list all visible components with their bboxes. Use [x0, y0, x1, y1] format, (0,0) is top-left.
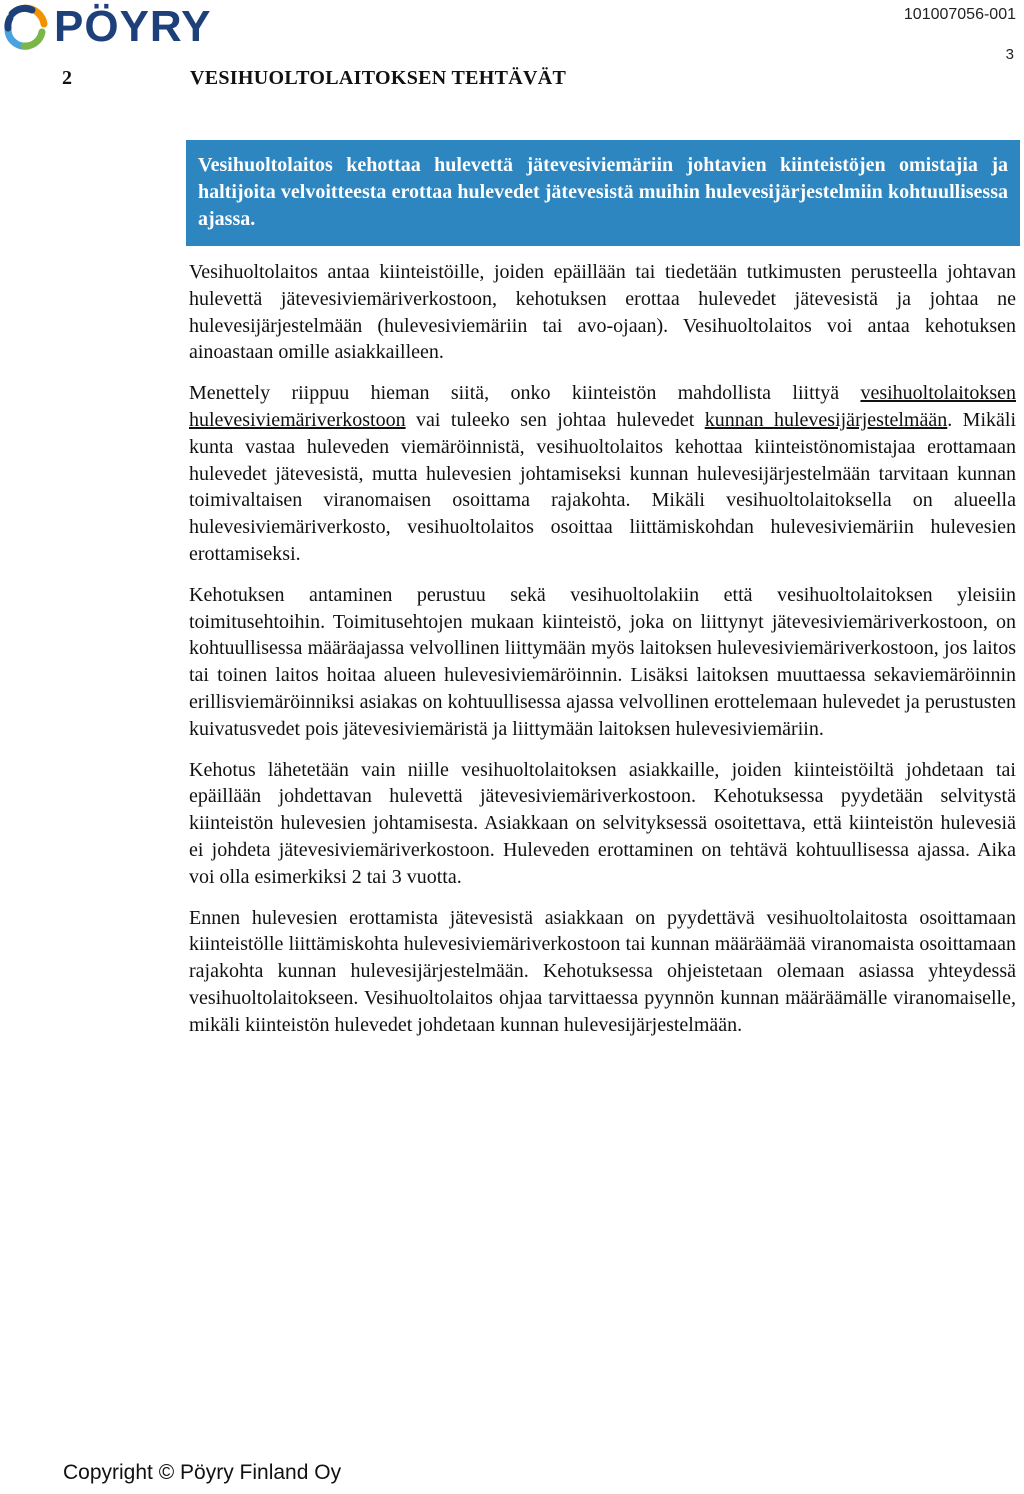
link-vesihuoltolaitoksen-hulevesiviemariverkosto[interactable]: vesihuoltolaitoksen hulevesiviemäriverkostoon	[189, 382, 1016, 431]
paragraph-5: Ennen hulevesien erottamista jätevesistä asiakkaan on pyydettävä vesihuoltolaitosta osoittamaan kiinteistölle liittämiskohta hulevesiviemäriverkostoon tai kunnan määräämää viranomaista osoittamaan rajakohta kunnan hulevesijärjestelmään. Kehotuksessa ohjeistetaan olemaan asiassa yhteydessä vesihuoltolaitokseen. Vesihuoltolaitos ohjaa tarvittaessa pyynnön kunnan määräämälle viranomaiselle, mikäli kiinteistön hulevedet johdetaan kunnan hulevesijärjestelmään.	[189, 906, 1016, 1036]
paragraph-1: Vesihuoltolaitos antaa kiinteistöille, joiden epäillään tai tiedetään tutkimusten perusteella johtavan hulevettä jätevesiviemäriverkostoon, kehotuksen erottaa hulevedet jätevesistä ja johtaa ne hulevesijärjestelmään (hulevesiviemäriin tai avo-ojaan). Vesihuoltolaitos voi antaa kehotuksen ainoastaan omille asiakkailleen.	[189, 261, 1016, 364]
section-number: 2	[62, 67, 72, 89]
paragraph-2-text-b: vai tuleeko sen johtaa hulevedet	[405, 408, 705, 431]
document-body	[189, 259, 1016, 1053]
link-kunnan-hulevesijarjestelma[interactable]: kunnan hulevesijärjestelmään	[704, 408, 948, 431]
highlight-box	[186, 140, 1020, 246]
company-logo	[2, 2, 262, 52]
paragraph-3: Kehotuksen antaminen perustuu sekä vesihuoltolakiin että vesihuoltolaitoksen yleisiin toimitusehtoihin. Toimitusehtojen mukaan kiinteistö, joka on liittynyt jätevesiviemäriverkostoon, on kohtuullisessa määräajassa velvollinen liittymään myös laitoksen hulevesiviemäriverkostoon, jos laitos tai toinen laitos hoitaa alueen hulevesiviemäröinnin. Lisäksi laitoksen muuttaessa sekaviemäröinnin erillisviemäröinniksi asiakas on kohtuullisessa ajassa velvollinen erottelemaan hulevedet ja perustusten kuivatusvedet pois jätevesiviemäristä ja liittymään laitoksen hulevesiviemäriin.	[189, 583, 1016, 740]
section-title: VESIHUOLTOLAITOKSEN TEHTÄVÄT	[190, 67, 567, 89]
paragraph-2-text-a: Menettely riippuu hieman siitä, onko kiinteistön mahdollista liittyä	[189, 382, 861, 405]
footer-copyright: Copyright © Pöyry Finland Oy	[63, 1461, 342, 1484]
logo-wordmark: PÖYRY	[54, 2, 212, 51]
document-id: 101007056-001	[903, 6, 1016, 23]
highlight-text: Vesihuoltolaitos kehottaa hulevettä jätevesiviemäriin johtavien kiinteistöjen omistajia ja haltijoita velvoitteesta erottaa hulevedet jätevesistä muihin hulevesijärjestelmiin kohtuullisessa ajassa.	[198, 154, 1008, 230]
paragraph-2	[189, 380, 1016, 568]
page-number: 3	[1005, 46, 1014, 63]
paragraph-4: Kehotus lähetetään vain niille vesihuoltolaitoksen asiakkaille, joiden kiinteistöiltä johdetaan tai epäillään johdettavan hulevettä jätevesiviemäriverkostoon. Kehotuksessa pyydetään selvitystä kiinteistön hulevesien johtamisesta. Asiakkaan on selvityksessä osoitettava, että kiinteistön hulevesiä ei johdeta jätevesiviemäriverkostoon. Huleveden erottaminen on tehtävä kohtuullisessa ajassa. Aika voi olla esimerkiksi 2 tai 3 vuotta.	[189, 758, 1016, 888]
poyry-swirl-icon	[2, 4, 48, 50]
paragraph-2-text-c: . Mikäli kunta vastaa huleveden viemäröinnistä, vesihuoltolaitos kehottaa kiinteistönomistajaa erottamaan hulevedet jätevesistä, mutta hulevesien johtamiseksi kunnan hulevesijärjestelmään tarvitaan kunnan toimivaltaisen viranomaisen osoittama rajakohta. Mikäli vesihuoltolaitoksella on alueella hulevesiviemäriverkosto, vesihuoltolaitos osoittaa liittämiskohdan hulevesiviemäriin hulevesien erottamiseksi.	[189, 408, 1016, 565]
